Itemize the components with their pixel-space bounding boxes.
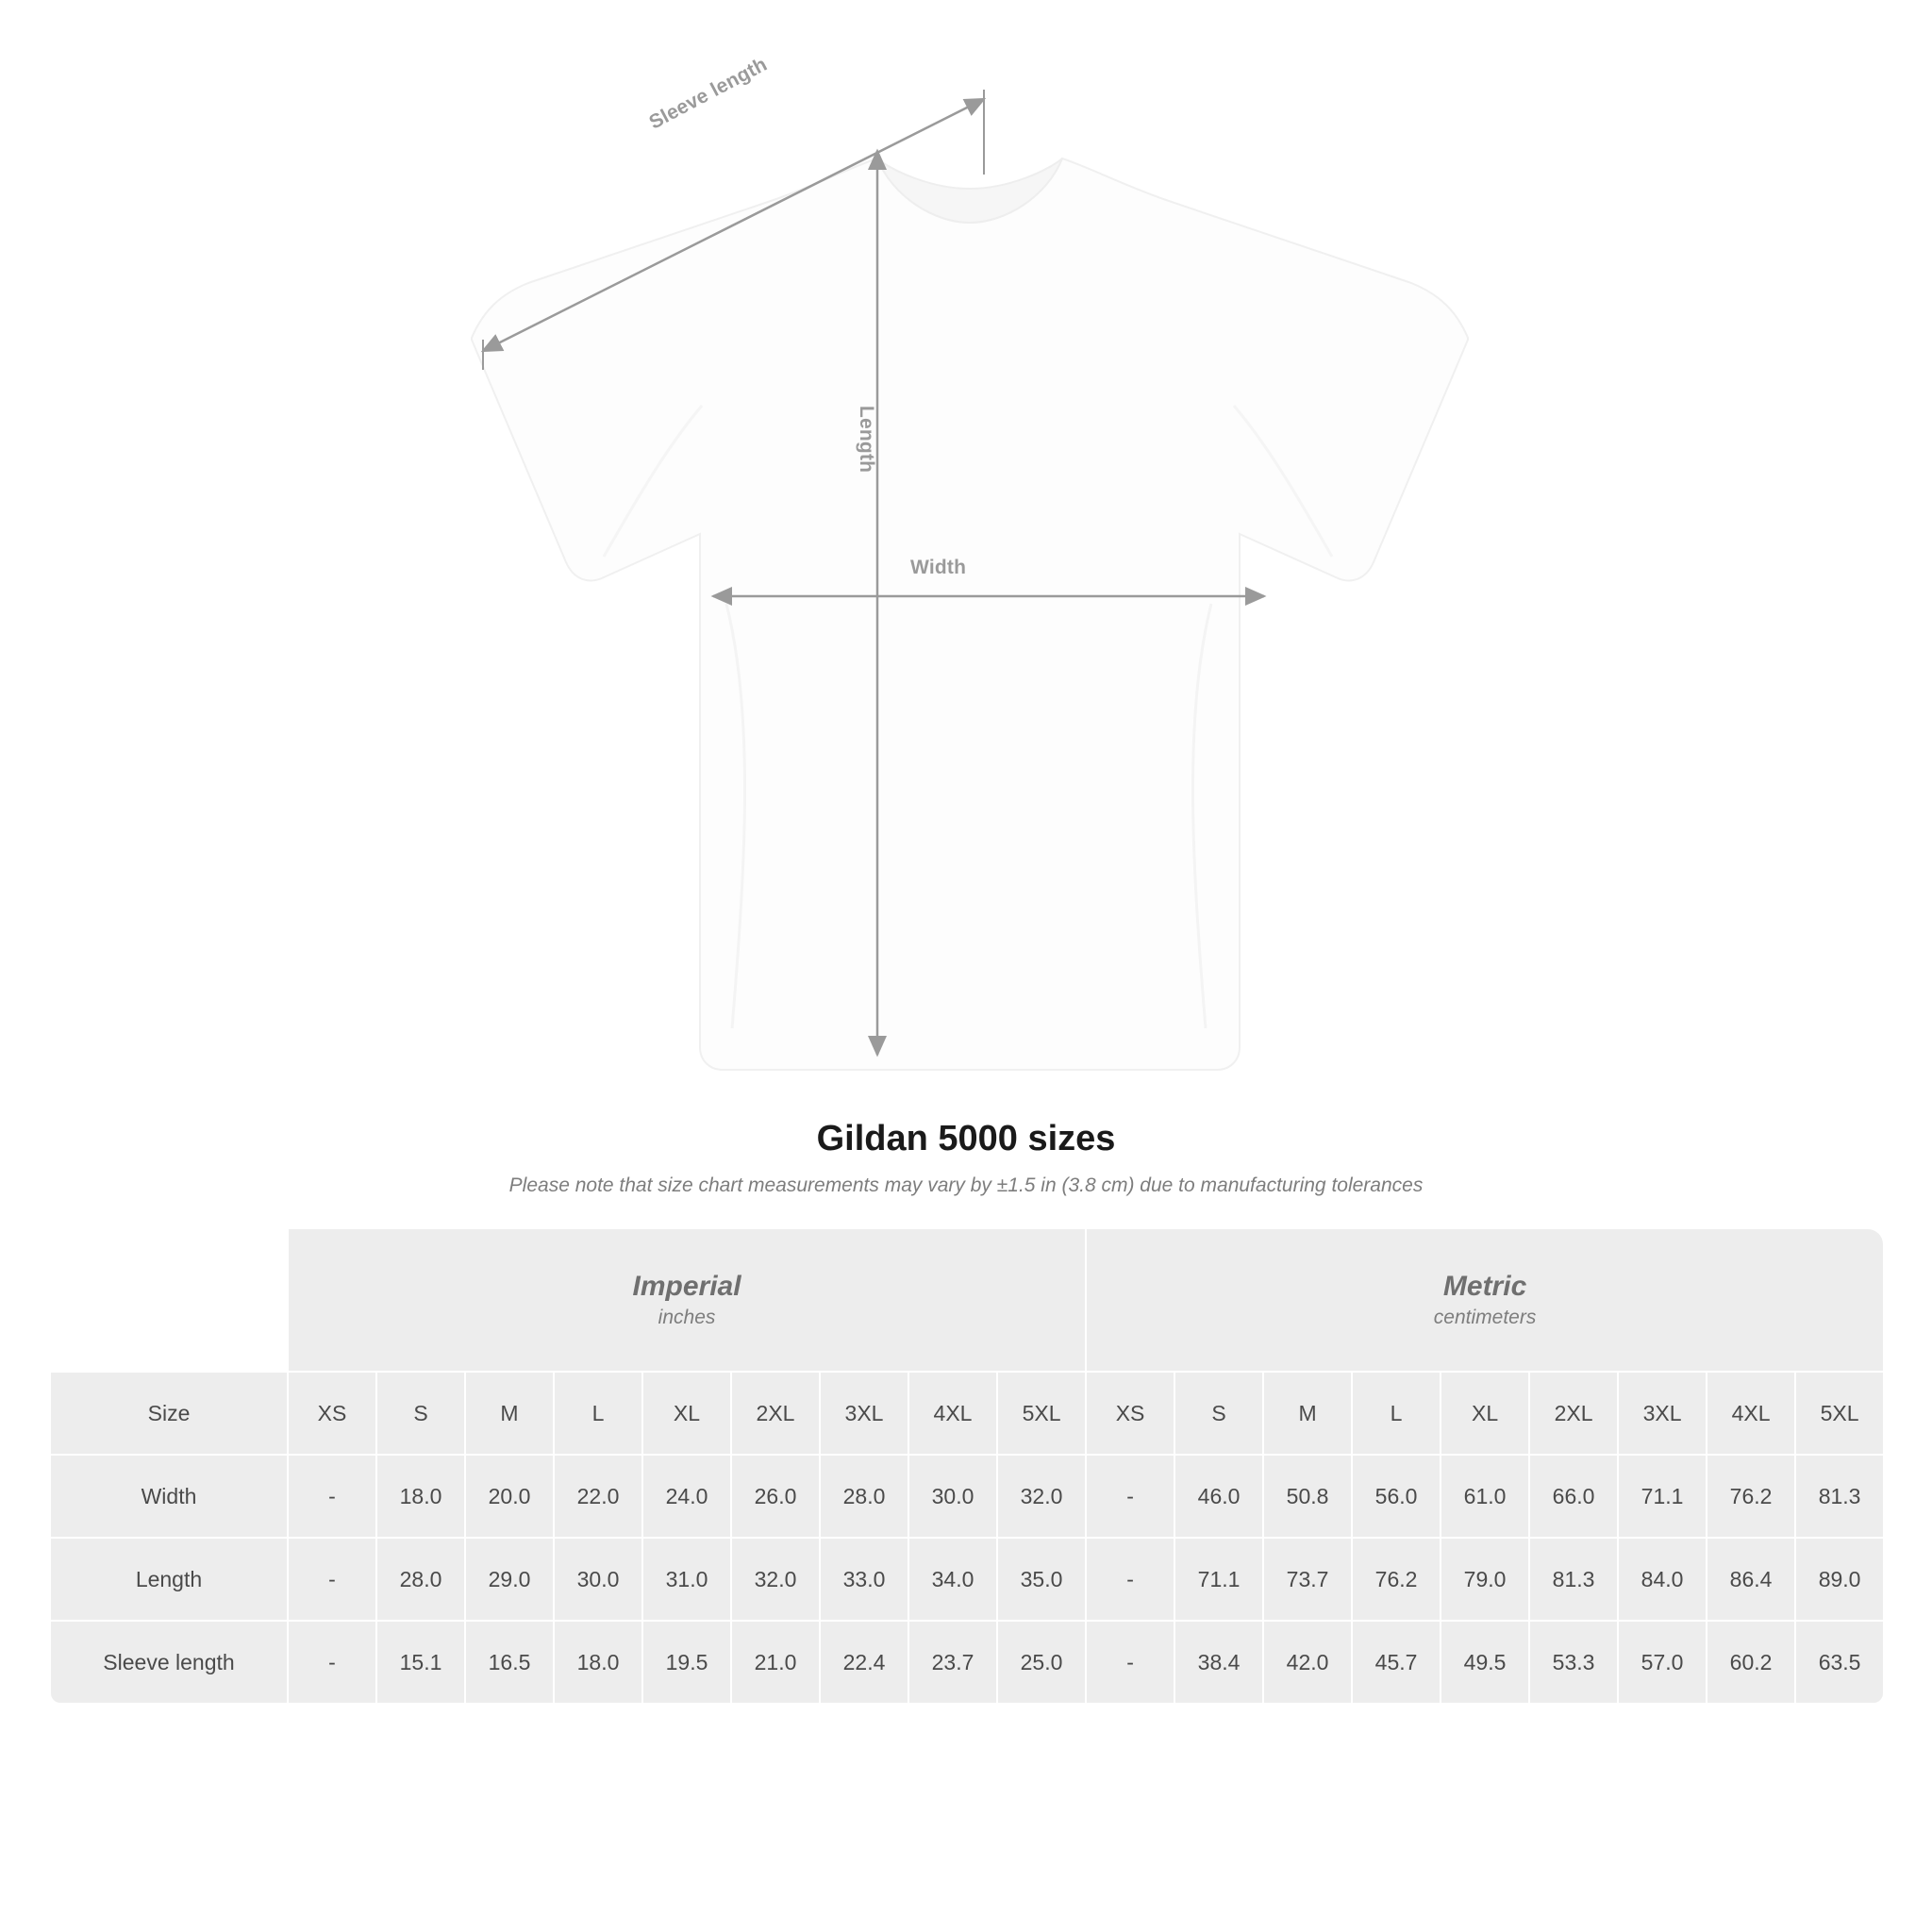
- cell-length-metric-s: 71.1: [1175, 1539, 1262, 1620]
- table-size-header-row: [51, 1373, 1883, 1454]
- tolerance-note: Please note that size chart measurements may vary by ±1.5 in (3.8 cm) due to manufacturing tolerances: [508, 1174, 1424, 1196]
- imperial-system-label: Imperial: [632, 1270, 741, 1302]
- cell-length-imperial-xs: -: [289, 1539, 375, 1620]
- sleeve-length-label: Sleeve length: [645, 53, 771, 134]
- col-head-imperial-4xl: 4XL: [909, 1373, 996, 1454]
- width-label: Width: [910, 557, 967, 578]
- cell-sleeve-metric-xs: -: [1087, 1622, 1174, 1703]
- metric-system-label: Metric: [1442, 1270, 1527, 1302]
- cell-width-imperial-l: 22.0: [555, 1456, 641, 1537]
- row-label-length: Length: [51, 1539, 287, 1620]
- cell-width-imperial-2xl: 26.0: [732, 1456, 819, 1537]
- col-head-imperial-xs: XS: [289, 1373, 375, 1454]
- col-head-imperial-m: M: [466, 1373, 553, 1454]
- corner-blank-cell: [51, 1229, 287, 1371]
- cell-width-imperial-3xl: 28.0: [821, 1456, 908, 1537]
- cell-width-imperial-xl: 24.0: [643, 1456, 730, 1537]
- cell-width-metric-3xl: 71.1: [1619, 1456, 1706, 1537]
- size-table: [49, 1227, 1885, 1705]
- cell-sleeve-imperial-l: 18.0: [555, 1622, 641, 1703]
- table-row-sleeve-length: [51, 1622, 1883, 1703]
- col-head-imperial-l: L: [555, 1373, 641, 1454]
- row-label-sleeve-length: Sleeve length: [51, 1622, 287, 1703]
- cell-sleeve-imperial-xl: 19.5: [643, 1622, 730, 1703]
- cell-sleeve-metric-4xl: 60.2: [1707, 1622, 1794, 1703]
- cell-length-metric-xs: -: [1087, 1539, 1174, 1620]
- cell-sleeve-metric-m: 42.0: [1264, 1622, 1351, 1703]
- cell-width-metric-5xl: 81.3: [1796, 1456, 1883, 1537]
- cell-width-metric-s: 46.0: [1175, 1456, 1262, 1537]
- col-head-metric-2xl: 2XL: [1530, 1373, 1617, 1454]
- length-label: Length: [856, 406, 877, 474]
- cell-length-metric-2xl: 81.3: [1530, 1539, 1617, 1620]
- metric-header-cell: [1087, 1229, 1883, 1371]
- col-head-imperial-s: S: [377, 1373, 464, 1454]
- cell-sleeve-imperial-4xl: 23.7: [909, 1622, 996, 1703]
- cell-length-imperial-xl: 31.0: [643, 1539, 730, 1620]
- cell-sleeve-metric-s: 38.4: [1175, 1622, 1262, 1703]
- cell-sleeve-imperial-2xl: 21.0: [732, 1622, 819, 1703]
- cell-length-imperial-s: 28.0: [377, 1539, 464, 1620]
- cell-length-imperial-3xl: 33.0: [821, 1539, 908, 1620]
- cell-length-metric-5xl: 89.0: [1796, 1539, 1883, 1620]
- col-head-metric-m: M: [1264, 1373, 1351, 1454]
- col-head-metric-4xl: 4XL: [1707, 1373, 1794, 1454]
- cell-width-metric-m: 50.8: [1264, 1456, 1351, 1537]
- cell-width-metric-xs: -: [1087, 1456, 1174, 1537]
- cell-sleeve-imperial-m: 16.5: [466, 1622, 553, 1703]
- cell-width-metric-2xl: 66.0: [1530, 1456, 1617, 1537]
- col-head-imperial-2xl: 2XL: [732, 1373, 819, 1454]
- tshirt-shape: [472, 158, 1468, 1070]
- cell-length-metric-4xl: 86.4: [1707, 1539, 1794, 1620]
- metric-unit-label: centimeters: [1433, 1307, 1537, 1329]
- cell-width-imperial-xs: -: [289, 1456, 375, 1537]
- page-title: Gildan 5000 sizes: [816, 1119, 1116, 1158]
- col-head-metric-3xl: 3XL: [1619, 1373, 1706, 1454]
- cell-length-metric-l: 76.2: [1353, 1539, 1440, 1620]
- cell-length-metric-xl: 79.0: [1441, 1539, 1528, 1620]
- size-table-wrapper: [49, 1227, 1883, 1705]
- imperial-header-cell: [289, 1229, 1085, 1371]
- row-label-width: Width: [51, 1456, 287, 1537]
- cell-width-metric-4xl: 76.2: [1707, 1456, 1794, 1537]
- cell-length-metric-m: 73.7: [1264, 1539, 1351, 1620]
- col-head-metric-xs: XS: [1087, 1373, 1174, 1454]
- cell-length-imperial-5xl: 35.0: [998, 1539, 1085, 1620]
- cell-sleeve-imperial-xs: -: [289, 1622, 375, 1703]
- cell-sleeve-imperial-3xl: 22.4: [821, 1622, 908, 1703]
- imperial-unit-label: inches: [658, 1307, 716, 1329]
- cell-length-imperial-2xl: 32.0: [732, 1539, 819, 1620]
- col-head-metric-l: L: [1353, 1373, 1440, 1454]
- cell-sleeve-metric-3xl: 57.0: [1619, 1622, 1706, 1703]
- cell-sleeve-metric-l: 45.7: [1353, 1622, 1440, 1703]
- cell-width-metric-l: 56.0: [1353, 1456, 1440, 1537]
- cell-width-imperial-5xl: 32.0: [998, 1456, 1085, 1537]
- col-head-imperial-5xl: 5XL: [998, 1373, 1085, 1454]
- cell-width-imperial-4xl: 30.0: [909, 1456, 996, 1537]
- cell-length-metric-3xl: 84.0: [1619, 1539, 1706, 1620]
- col-head-imperial-xl: XL: [643, 1373, 730, 1454]
- cell-length-imperial-l: 30.0: [555, 1539, 641, 1620]
- col-head-metric-xl: XL: [1441, 1373, 1528, 1454]
- cell-width-metric-xl: 61.0: [1441, 1456, 1528, 1537]
- col-head-metric-s: S: [1175, 1373, 1262, 1454]
- cell-sleeve-imperial-s: 15.1: [377, 1622, 464, 1703]
- cell-width-imperial-s: 18.0: [377, 1456, 464, 1537]
- table-row-length: [51, 1539, 1883, 1620]
- cell-sleeve-imperial-5xl: 25.0: [998, 1622, 1085, 1703]
- title-block: [0, 1119, 1932, 1197]
- col-head-metric-5xl: 5XL: [1796, 1373, 1883, 1454]
- table-row-width: [51, 1456, 1883, 1537]
- col-head-imperial-3xl: 3XL: [821, 1373, 908, 1454]
- size-corner-label: Size: [51, 1373, 287, 1454]
- cell-sleeve-metric-5xl: 63.5: [1796, 1622, 1883, 1703]
- cell-width-imperial-m: 20.0: [466, 1456, 553, 1537]
- cell-length-imperial-m: 29.0: [466, 1539, 553, 1620]
- table-unit-header-row: [51, 1229, 1883, 1371]
- cell-sleeve-metric-xl: 49.5: [1441, 1622, 1528, 1703]
- cell-length-imperial-4xl: 34.0: [909, 1539, 996, 1620]
- cell-sleeve-metric-2xl: 53.3: [1530, 1622, 1617, 1703]
